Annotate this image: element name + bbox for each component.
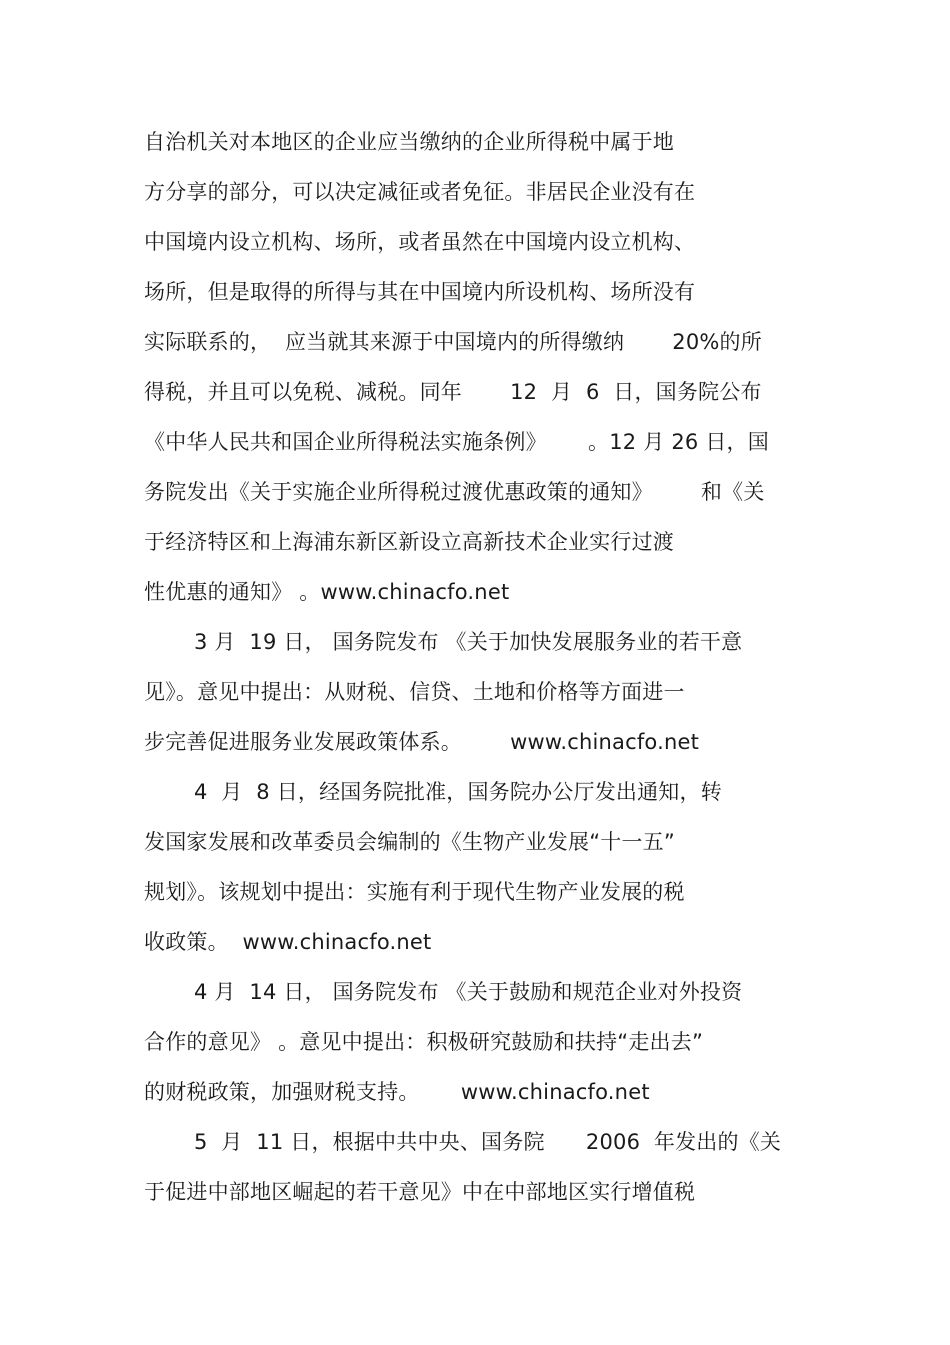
text-line: 发国家发展和改革委员会编制的《生物产业发展“十一五” — [144, 830, 675, 854]
text-line: 方分享的部分，可以决定减征或者免征。非居民企业没有在 — [144, 180, 696, 204]
text-line: 规划》。该规划中提出：实施有利于现代生物产业发展的税 — [144, 880, 685, 904]
text-line: 收政策。 www.chinacfo.net — [144, 930, 432, 954]
text-line: 的财税政策，加强财税支持。 www.chinacfo.net — [144, 1080, 650, 1104]
paragraph-first-line: 4 月 8 日，经国务院批准，国务院办公厅发出通知，转 — [194, 780, 722, 804]
paragraph-first-line: 3 月 19 日， 国务院发布 《关于加快发展服务业的若干意 — [194, 630, 743, 654]
text-line: 自治机关对本地区的企业应当缴纳的企业所得税中属于地 — [144, 130, 674, 154]
text-line: 于经济特区和上海浦东新区新设立高新技术企业实行过渡 — [144, 530, 674, 554]
text-line: 务院发出《关于实施企业所得税过渡优惠政策的通知》 和《关 — [144, 480, 765, 504]
text-line: 场所，但是取得的所得与其在中国境内所设机构、场所没有 — [144, 280, 696, 304]
text-line: 中国境内设立机构、场所，或者虽然在中国境内设立机构、 — [144, 230, 696, 254]
text-line: 实际联系的， 应当就其来源于中国境内的所得缴纳 20%的所 — [144, 330, 762, 354]
text-line: 于促进中部地区崛起的若干意见》中在中部地区实行增值税 — [144, 1180, 696, 1204]
text-line: 步完善促进服务业发展政策体系。 www.chinacfo.net — [144, 730, 700, 754]
text-line: 性优惠的通知》 。www.chinacfo.net — [144, 580, 510, 604]
text-line: 见》。意见中提出：从财税、信贷、土地和价格等方面进一 — [144, 680, 685, 704]
text-line: 《中华人民共和国企业所得税法实施条例》 。12 月 26 日，国 — [144, 430, 769, 454]
text-line: 得税，并且可以免税、减税。同年 12 月 6 日，国务院公布 — [144, 380, 762, 404]
paragraph-first-line: 5 月 11 日，根据中共中央、国务院 2006 年发出的《关 — [194, 1130, 782, 1154]
paragraph-first-line: 4 月 14 日， 国务院发布 《关于鼓励和规范企业对外投资 — [194, 980, 743, 1004]
text-line: 合作的意见》 。意见中提出：积极研究鼓励和扶持“走出去” — [144, 1030, 704, 1054]
